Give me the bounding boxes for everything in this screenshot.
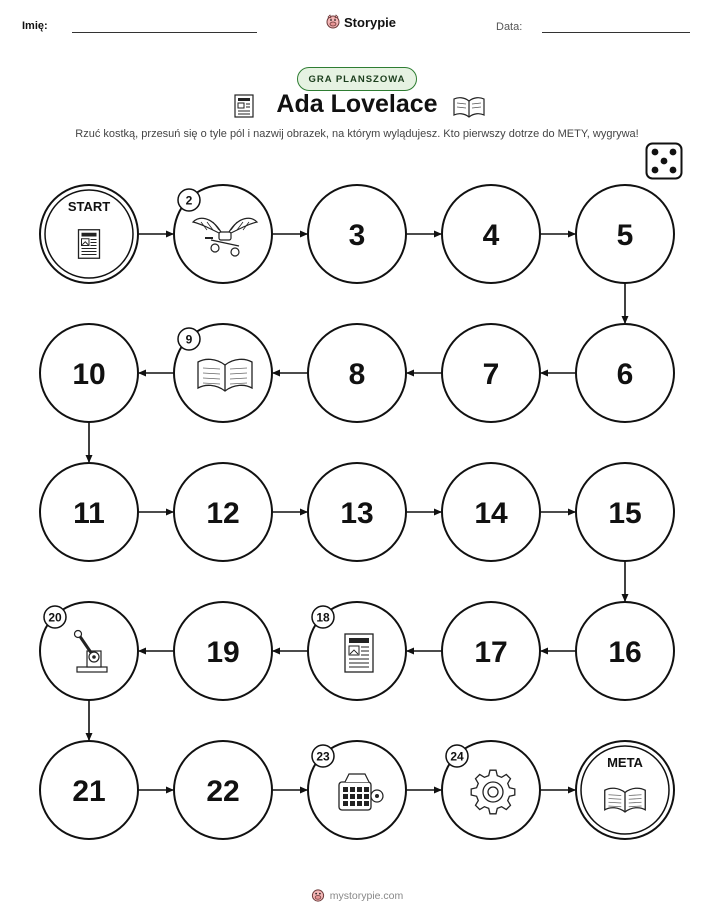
cell-number: 8 xyxy=(348,358,366,391)
board-cell-19 xyxy=(174,602,272,700)
finish-label: META xyxy=(607,755,643,770)
cell-number: 14 xyxy=(474,497,508,530)
board-cell-12 xyxy=(174,463,272,561)
cell-number-badge xyxy=(178,189,200,211)
board-cell-23 xyxy=(308,741,406,839)
board-cell-1 xyxy=(40,185,138,283)
svg-text:18: 18 xyxy=(316,610,330,625)
board-cell-2 xyxy=(174,185,272,283)
cell-number: 10 xyxy=(72,358,106,391)
cell-number-badge xyxy=(446,745,468,767)
cell-number: 4 xyxy=(482,219,500,252)
svg-text:24: 24 xyxy=(450,749,464,764)
cell-number: 6 xyxy=(616,358,634,391)
open-book-icon xyxy=(605,788,646,812)
game-type-badge: GRA PLANSZOWA xyxy=(297,67,417,91)
page-title: Ada Lovelace xyxy=(276,90,438,118)
cell-number: 3 xyxy=(348,219,366,252)
cell-number: 17 xyxy=(474,636,508,669)
board-cell-4 xyxy=(442,185,540,283)
footer-url: mystorypie.com xyxy=(329,889,404,902)
cell-number: 19 xyxy=(206,636,240,669)
cell-number: 7 xyxy=(482,358,500,391)
gear-icon xyxy=(471,770,515,814)
cell-number: 21 xyxy=(72,775,106,808)
board-cell-15 xyxy=(576,463,674,561)
pig-mascot-icon xyxy=(311,888,325,903)
board-cell-22 xyxy=(174,741,272,839)
board-cell-14 xyxy=(442,463,540,561)
footer xyxy=(0,888,714,903)
board-cell-13 xyxy=(308,463,406,561)
board-cell-8 xyxy=(308,324,406,422)
svg-text:23: 23 xyxy=(316,749,330,764)
board-cell-24 xyxy=(442,741,540,839)
board-cell-6 xyxy=(576,324,674,422)
date-label: Data: xyxy=(496,21,523,33)
cell-number: 11 xyxy=(73,497,105,530)
board-cell-3 xyxy=(308,185,406,283)
board-cell-9 xyxy=(174,324,272,422)
svg-text:20: 20 xyxy=(48,610,62,625)
cell-number-badge xyxy=(312,745,334,767)
board-cell-11 xyxy=(40,463,138,561)
newspaper-icon xyxy=(345,634,373,672)
instructions: Rzuć kostką, przesuń się o tyle pól i nazwij obrazek, na którym wylądujesz. Kto pierwszy dotrze do METY, wygrywa! xyxy=(75,128,639,140)
board-cell-16 xyxy=(576,602,674,700)
cell-number: 16 xyxy=(608,636,642,669)
cell-number: 12 xyxy=(206,497,240,530)
cell-number: 15 xyxy=(608,497,642,530)
cell-number: 5 xyxy=(616,219,634,252)
cell-number: 22 xyxy=(206,775,240,808)
board-cell-20 xyxy=(40,602,138,700)
board-cell-18 xyxy=(308,602,406,700)
board-cell-25 xyxy=(576,741,674,839)
cell-number-badge xyxy=(178,328,200,350)
newspaper-icon xyxy=(79,230,100,259)
cell-number-badge xyxy=(44,606,66,628)
board-cell-7 xyxy=(442,324,540,422)
brand-name: Storypie xyxy=(344,14,397,30)
board-cell-21 xyxy=(40,741,138,839)
name-label: Imię: xyxy=(22,20,48,32)
svg-text:2: 2 xyxy=(185,193,193,208)
board-cell-10 xyxy=(40,324,138,422)
board-cell-5 xyxy=(576,185,674,283)
svg-text:9: 9 xyxy=(185,332,193,347)
cell-number-badge xyxy=(312,606,334,628)
start-label: START xyxy=(67,199,111,214)
board-cell-17 xyxy=(442,602,540,700)
cell-number: 13 xyxy=(340,497,374,530)
